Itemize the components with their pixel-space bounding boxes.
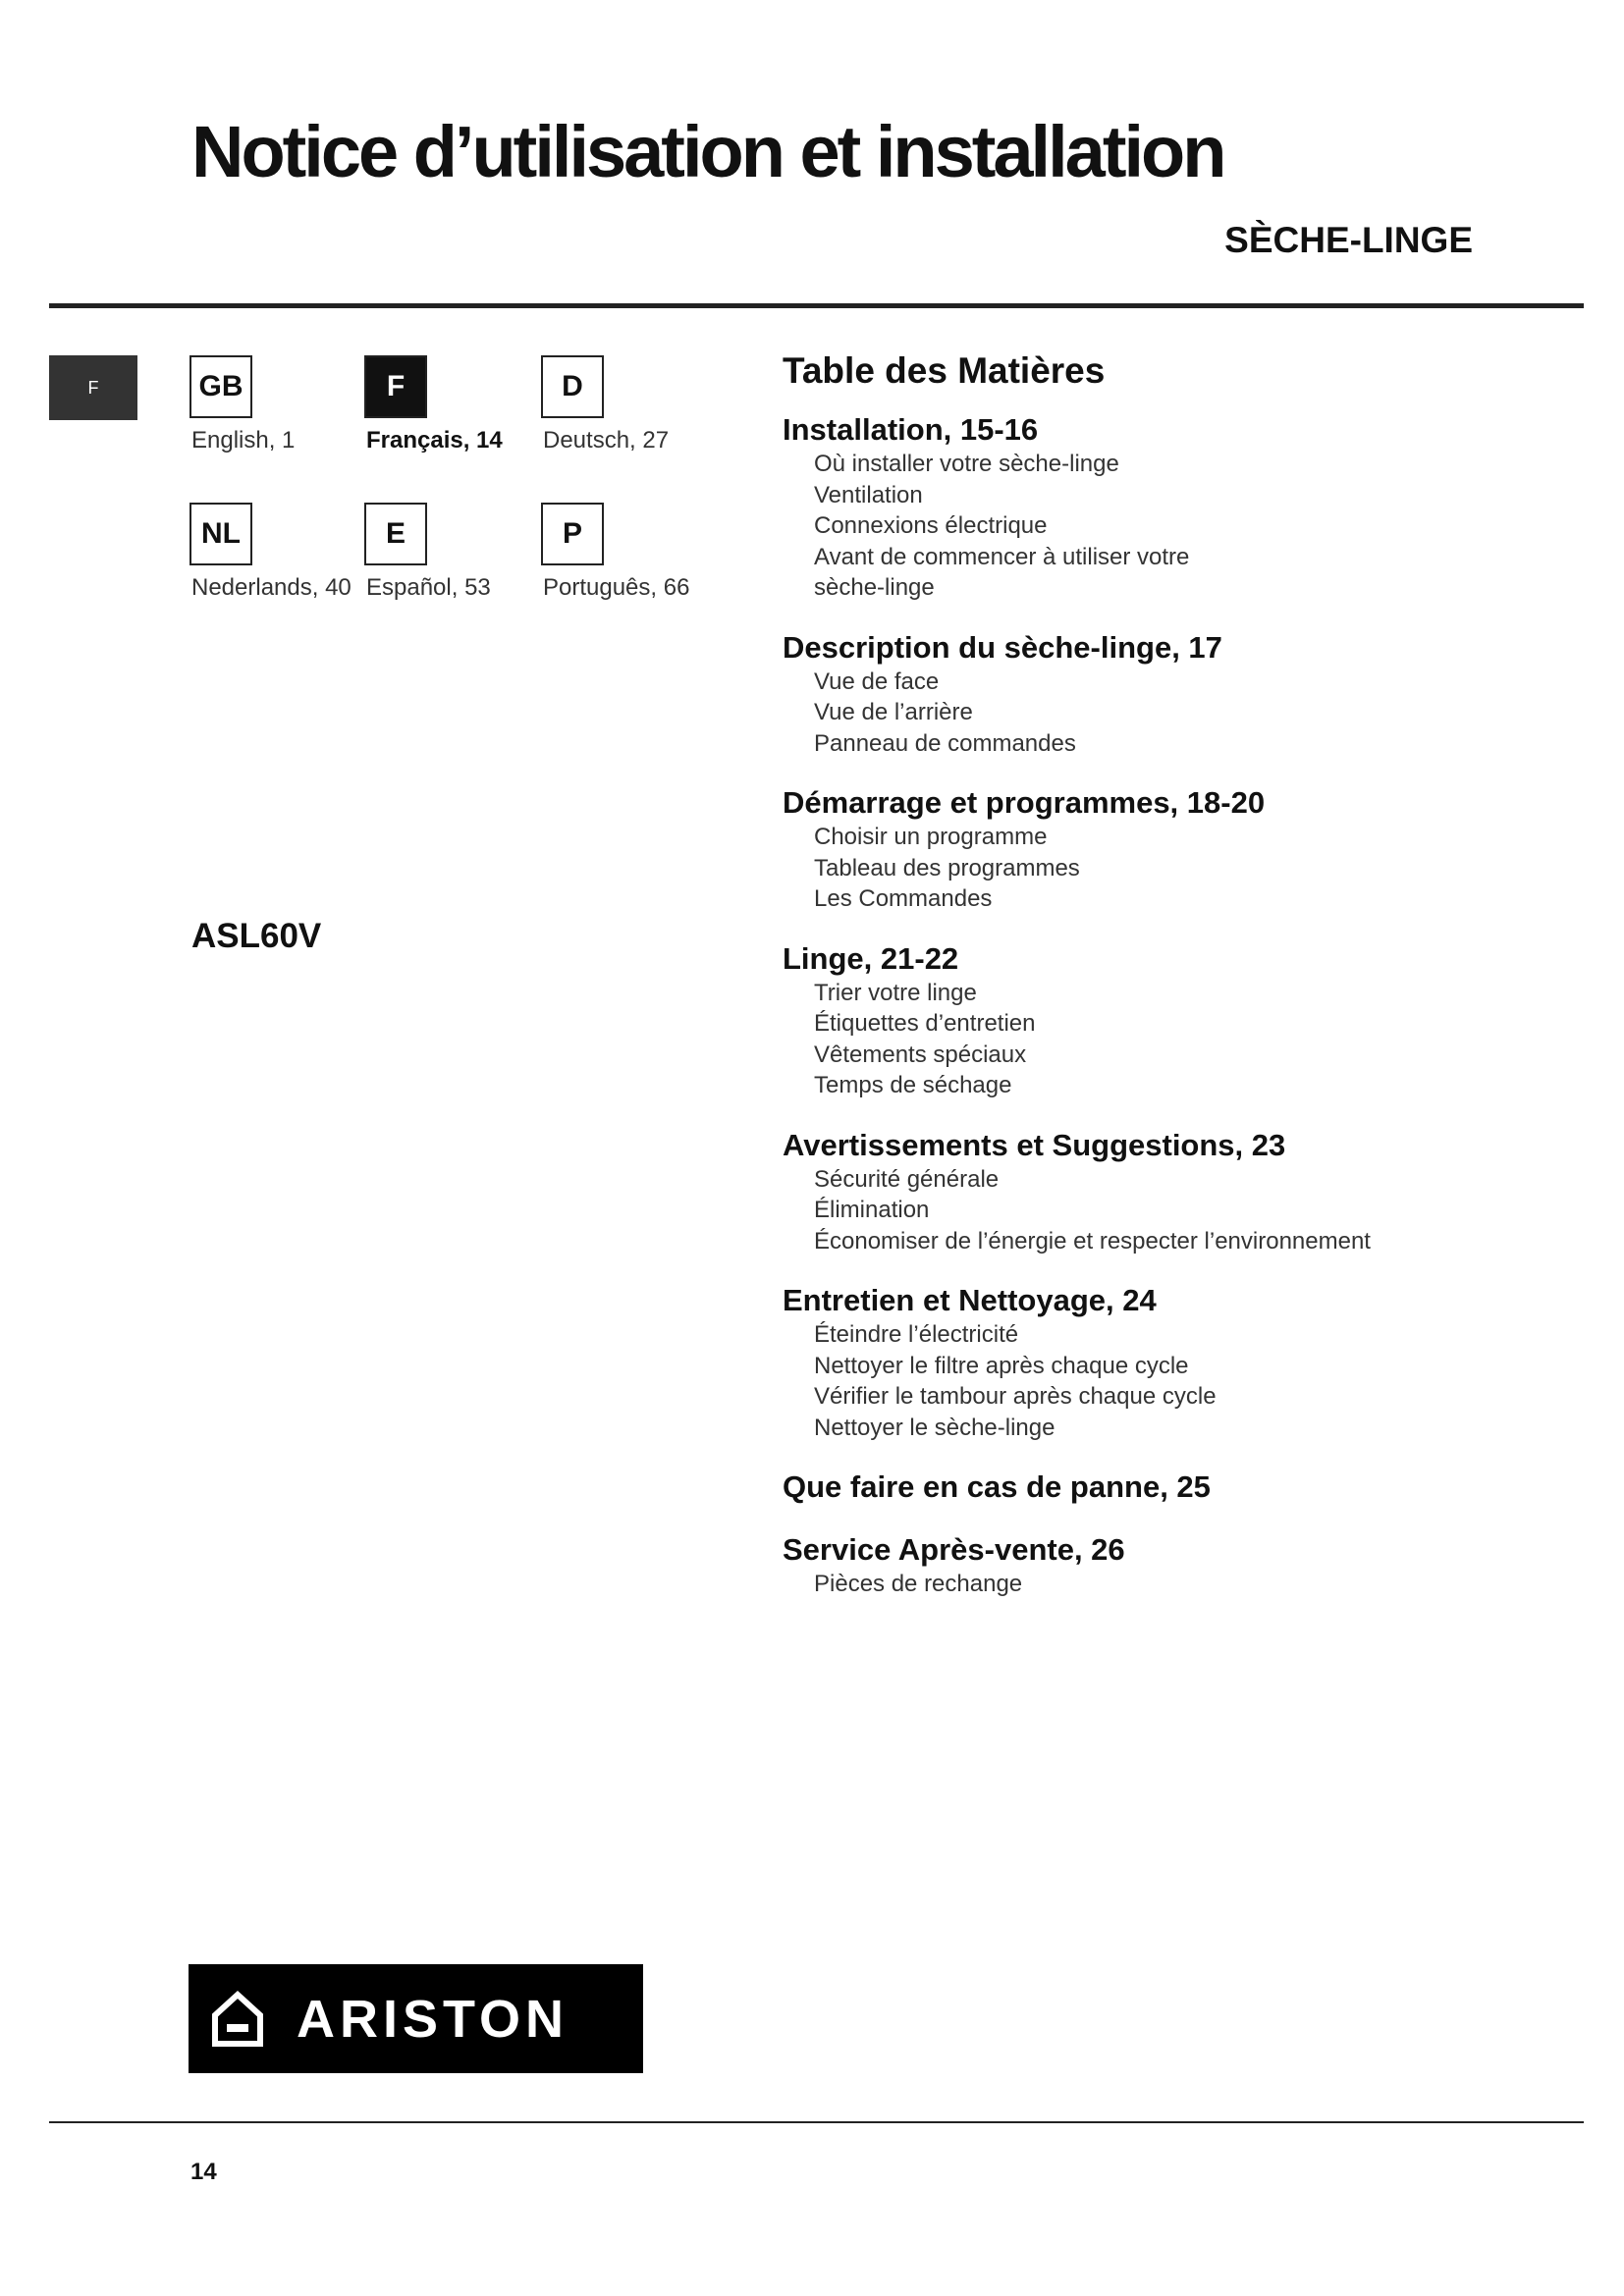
brand-name: ARISTON: [297, 1989, 569, 2049]
toc-heading: Service Après-vente, 26: [783, 1532, 1125, 1567]
lang-label-d: Deutsch, 27: [543, 427, 670, 454]
toc-section-linge: [783, 940, 1558, 1101]
lang-box-f: F: [364, 355, 427, 418]
lang-label-f: Français, 14: [366, 427, 503, 454]
toc-item: Avant de commencer à utiliser votre sèche-linge: [814, 543, 1190, 601]
lang-box-d: D: [541, 355, 604, 418]
bottom-divider: [49, 2121, 1584, 2123]
toc-section-description: [783, 629, 1558, 760]
toc-section-installation: [783, 411, 1558, 604]
table-of-contents: [783, 348, 1558, 1626]
toc-section-avertissements: [783, 1127, 1558, 1257]
ariston-logo: [189, 1964, 643, 2073]
toc-item: Nettoyer le sèche-linge: [814, 1414, 1056, 1441]
page-number: 14: [190, 2159, 217, 2185]
lang-box-gb: GB: [189, 355, 252, 418]
toc-item: Vue de l’arrière: [814, 699, 973, 725]
toc-item: Vérifier le tambour après chaque cycle: [814, 1383, 1217, 1410]
toc-item: Pièces de rechange: [814, 1571, 1023, 1597]
toc-item: Connexions électrique: [814, 512, 1048, 539]
toc-item: Temps de séchage: [814, 1072, 1012, 1098]
lang-label-e: Español, 53: [366, 574, 491, 601]
toc-item: Éteindre l’électricité: [814, 1321, 1019, 1348]
toc-section-panne: [783, 1468, 1558, 1506]
toc-item: Étiquettes d’entretien: [814, 1010, 1036, 1037]
toc-heading: Installation, 15-16: [783, 412, 1039, 447]
toc-item: Vue de face: [814, 667, 940, 695]
lang-label-p: Português, 66: [543, 574, 690, 601]
product-category: SÈCHE-LINGE: [1224, 220, 1473, 260]
toc-item: Ventilation: [814, 481, 923, 508]
top-divider: [49, 303, 1584, 308]
language-side-tab: F: [49, 355, 137, 420]
toc-section-demarrage: [783, 784, 1558, 915]
toc-item: Économiser de l’énergie et respecter l’environnement: [814, 1227, 1371, 1255]
lang-box-nl: NL: [189, 503, 252, 565]
toc-item: Sécurité générale: [814, 1165, 1000, 1193]
lang-box-e: E: [364, 503, 427, 565]
toc-item: Choisir un programme: [814, 824, 1048, 850]
page-title: Notice d’utilisation et installation: [191, 111, 1224, 192]
toc-item: Les Commandes: [814, 885, 993, 912]
toc-item: Trier votre linge: [814, 979, 977, 1006]
toc-section-entretien: [783, 1282, 1558, 1443]
lang-label-nl: Nederlands, 40: [191, 574, 352, 601]
toc-item: Tableau des programmes: [814, 854, 1080, 881]
toc-heading: Entretien et Nettoyage, 24: [783, 1283, 1157, 1317]
toc-section-service: [783, 1531, 1558, 1600]
toc-heading: Avertissements et Suggestions, 23: [783, 1127, 1286, 1162]
toc-heading: Que faire en cas de panne, 25: [783, 1469, 1211, 1504]
house-icon: [210, 1990, 265, 2049]
toc-item: Vêtements spéciaux: [814, 1041, 1027, 1068]
toc-heading: Linge, 21-22: [783, 940, 959, 976]
toc-item: Panneau de commandes: [814, 729, 1076, 757]
lang-box-p: P: [541, 503, 604, 565]
toc-item: Élimination: [814, 1197, 930, 1223]
toc-title: Table des Matières: [783, 350, 1106, 391]
toc-item: Où installer votre sèche-linge: [814, 451, 1119, 477]
lang-label-gb: English, 1: [191, 427, 296, 454]
toc-heading: Description du sèche-linge, 17: [783, 629, 1222, 665]
toc-item: Nettoyer le filtre après chaque cycle: [814, 1352, 1189, 1379]
model-number: ASL60V: [191, 917, 322, 955]
toc-heading: Démarrage et programmes, 18-20: [783, 785, 1266, 820]
